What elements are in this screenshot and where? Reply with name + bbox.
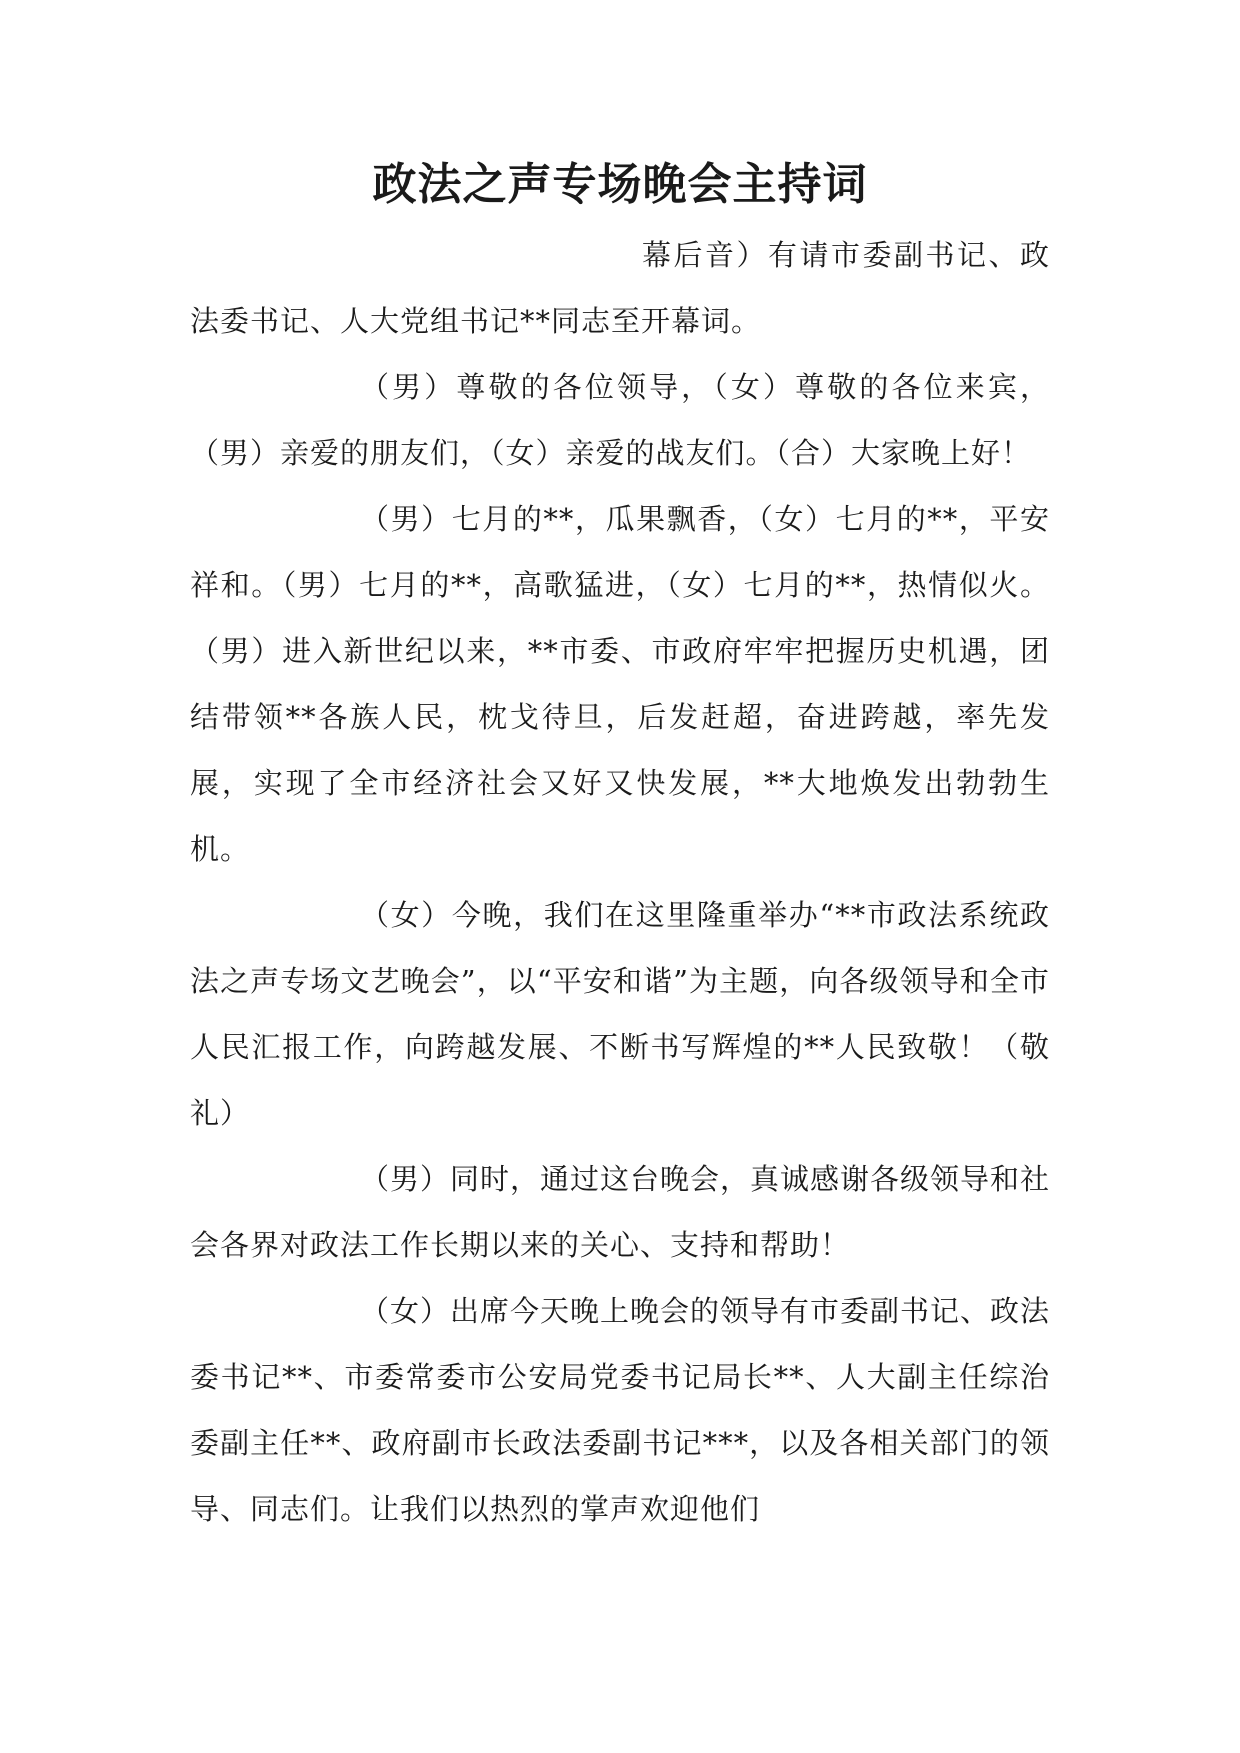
paragraph-thanks: （男）同时，通过这台晚会，真诚感谢各级领导和社会各界对政法工作长期以来的关心、支持和帮助！ <box>190 1162 1051 1262</box>
paragraph-july: （男）七月的**，瓜果飘香，（女）七月的**，平安祥和。（男）七月的**，高歌猛进，（女）七月的**，热情似火。（男）进入新世纪以来，**市委、市政府牢牢把握历史机遇，团结带领**各族人民，枕戈待旦，后发赶超，奋进跨越，率先发展，实现了全市经济社会又好又快发展，**大地焕发出勃勃生机。 <box>190 502 1050 866</box>
paragraph-attending-leaders: （女）出席今天晚上晚会的领导有市委副书记、政法委书记**、市委常委市公安局党委书记局长**、人大副主任综治委副主任**、政府副市长政法委副书记***，以及各相关部门的领导、同志们。让我们以热烈的掌声欢迎他们 <box>190 1294 1051 1526</box>
document-title: 政法之声专场晚会主持词 <box>372 159 868 210</box>
paragraph-opening: 幕后音）有请市委副书记、政法委书记、人大党组书记**同志至开幕词。 <box>190 238 1050 338</box>
paragraph-tonight: （女）今晚，我们在这里隆重举办“**市政法系统政法之声专场文艺晚会”，以“平安和谐”为主题，向各级领导和全市人民汇报工作，向跨越发展、不断书写辉煌的**人民致敬！（敬礼） <box>190 898 1050 1130</box>
paragraph-greeting: （男）尊敬的各位领导，（女）尊敬的各位来宾，（男）亲爱的朋友们，（女）亲爱的战友们。（合）大家晚上好！ <box>190 370 1050 470</box>
document-body <box>190 222 1050 1542</box>
